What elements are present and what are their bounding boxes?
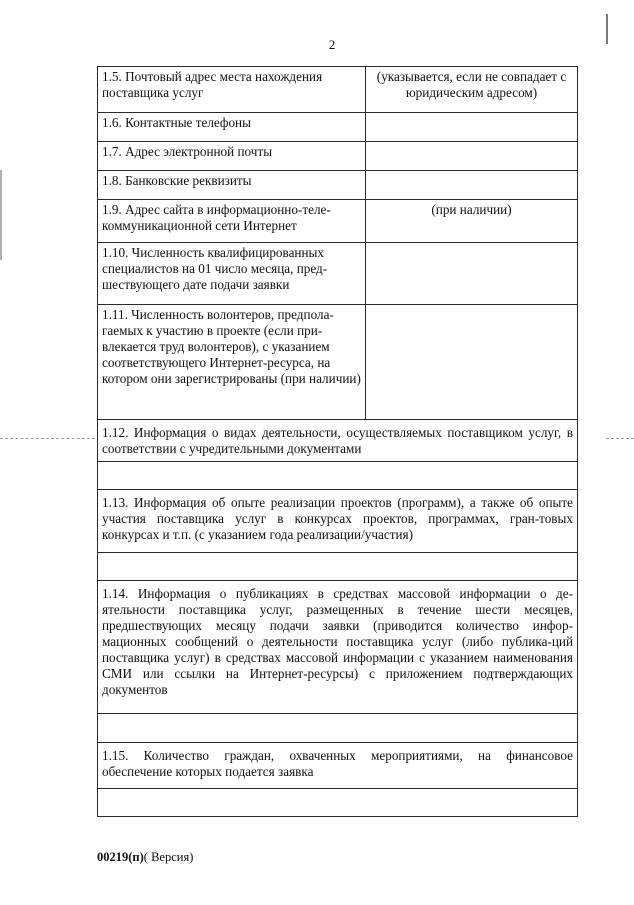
row-value-cell: [366, 113, 578, 142]
row-label: 1.10. Численность квалифицированных специалистов на 01 число месяца, пред-шествующего дате подачи заявки: [98, 243, 366, 305]
answer-cell: [98, 789, 578, 817]
table-row: [98, 142, 578, 171]
section-heading: 1.13. Информация об опыте реализации проектов (программ), а также об опыте участия поставщика услуг в конкурсах проектов, программах, гран-товых конкурсах и т.п. (с указанием года реализации/участия): [98, 490, 578, 553]
document-code: 00219(п): [97, 850, 144, 864]
section-heading: 1.12. Информация о видах деятельности, осуществляемых поставщиком услуг, в соответствии с учредительными документами: [98, 420, 578, 462]
table-row: [98, 113, 578, 142]
row-value-cell: [366, 171, 578, 200]
table-row-empty: [98, 714, 578, 743]
table-row: [98, 243, 578, 305]
page-number: 2: [328, 37, 336, 52]
table-row-empty: [98, 462, 578, 490]
fold-line-left: [0, 438, 95, 439]
table-row: [98, 581, 578, 714]
document-version: ( Версия): [143, 850, 194, 864]
row-label: 1.5. Почтовый адрес места нахождения поставщика услуг: [98, 67, 366, 113]
row-label: 1.9. Адрес сайта в информационно-теле-коммуникационной сети Интернет: [98, 200, 366, 243]
row-note: (при наличии): [366, 200, 578, 243]
row-label: 1.11. Численность волонтеров, предпола-гаемых к участию в проекте (если при-влекается труд волонтеров), с указанием соответствующего Интернет-ресурса, на котором они зарегистрированы (при наличии): [98, 305, 366, 420]
row-value-cell: [366, 142, 578, 171]
table-row: [98, 743, 578, 789]
document-footer: [97, 850, 193, 865]
answer-cell: [98, 553, 578, 581]
scan-mark-left-edge: [0, 170, 2, 260]
row-value-cell: [366, 305, 578, 420]
row-value-cell: [366, 243, 578, 305]
answer-cell: [98, 462, 578, 490]
row-note: (указывается, если не совпадает с юридическим адресом): [366, 67, 578, 113]
row-label: 1.7. Адрес электронной почты: [98, 142, 366, 171]
fold-line-right: [606, 438, 634, 439]
scan-mark-top-right: [606, 14, 608, 44]
table-row-empty: [98, 553, 578, 581]
row-label: 1.8. Банковские реквизиты: [98, 171, 366, 200]
table-row: [98, 420, 578, 462]
table-row: [98, 490, 578, 553]
table-row: [98, 305, 578, 420]
table-row-empty: [98, 789, 578, 817]
answer-cell: [98, 714, 578, 743]
table-row: [98, 200, 578, 243]
table-row: [98, 171, 578, 200]
table-row: [98, 67, 578, 113]
application-form-table: [97, 66, 578, 817]
row-label: 1.6. Контактные телефоны: [98, 113, 366, 142]
section-heading: 1.15. Количество граждан, охваченных мероприятиями, на финансовое обеспечение которых подается заявка: [98, 743, 578, 789]
section-heading: 1.14. Информация о публикациях в средствах массовой информации о де-ятельности поставщика услуг, размещенных в течение шести месяцев, предшествующих месяцу подачи заявки (приводится количество инфор-мационных сообщений о деятельности поставщика услуг (либо публика-ций поставщика услуг) в средствах массовой информации с указанием наименования СМИ или ссылки на Интернет-ресурсы) с приложением подтверждающих документов: [98, 581, 578, 714]
